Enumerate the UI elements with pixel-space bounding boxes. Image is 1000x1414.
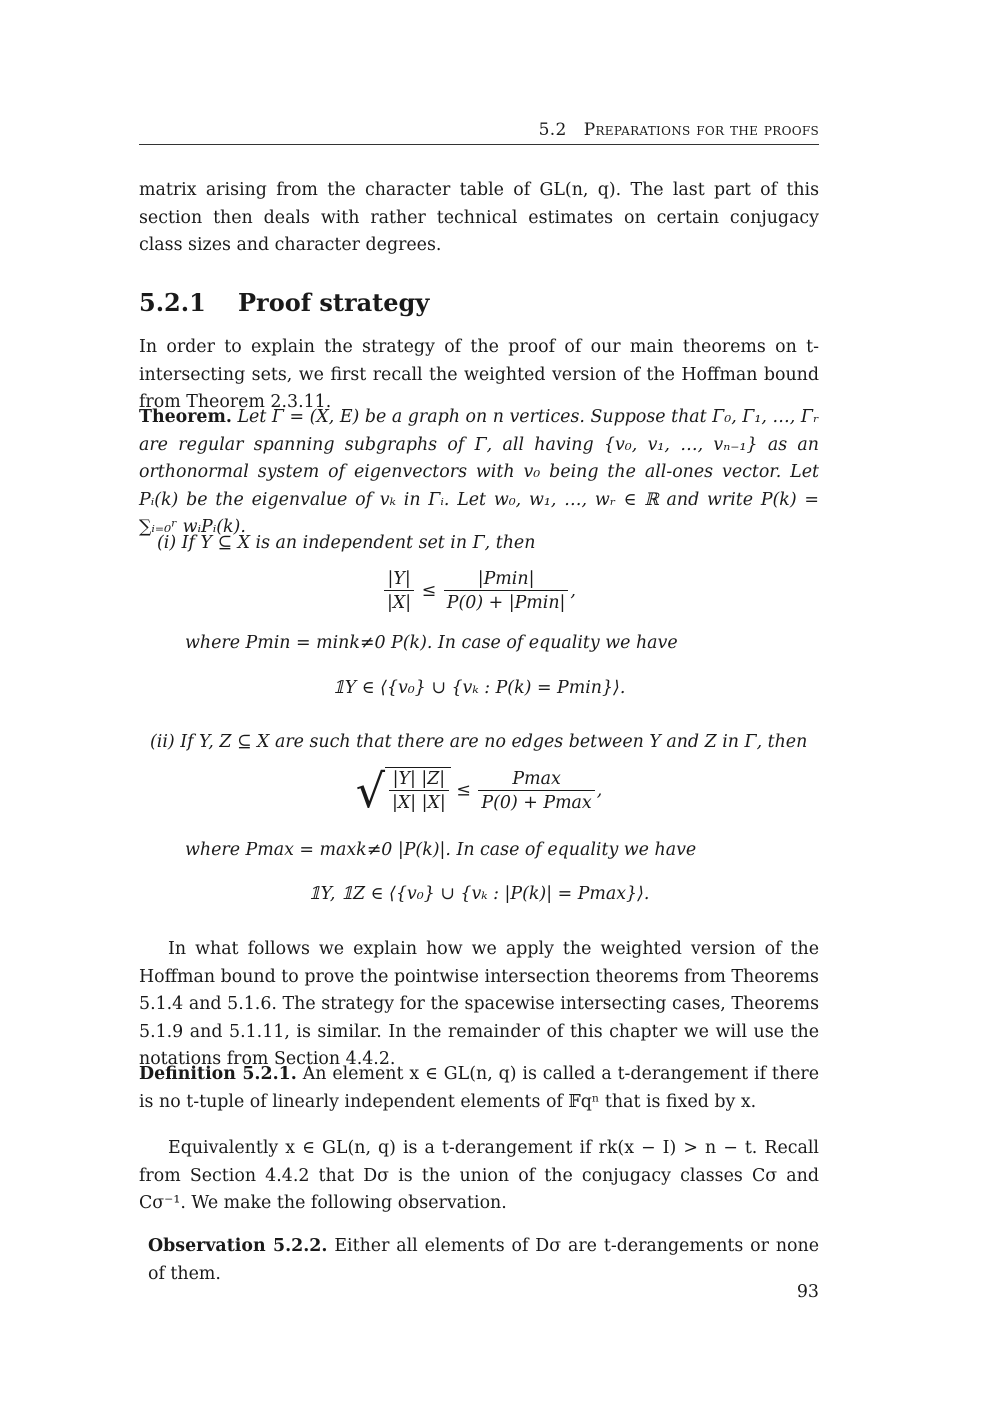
- theorem-label: Theorem.: [139, 407, 232, 427]
- equation-hoffman-bound: [139, 568, 819, 615]
- fraction-denominator: |X|: [387, 593, 412, 613]
- definition-label: Definition 5.2.1.: [139, 1064, 297, 1084]
- fraction-numerator: |Y| |Z|: [389, 768, 449, 791]
- theorem-item-2: (ii) If Y, Z ⊆ X are such that there are no edges between Y and Z in Γ, then: [150, 732, 808, 752]
- equation-hoffman-bound-2: [139, 766, 819, 816]
- fraction-numerator: |Y|: [384, 568, 414, 591]
- header-section-title: Preparations for the proofs: [583, 120, 819, 140]
- observation-block: [148, 1233, 819, 1288]
- relation-symbol: ≤: [456, 780, 471, 801]
- fraction-numerator: Pmax: [478, 768, 594, 791]
- relation-symbol: ≤: [421, 581, 437, 601]
- header-section-number: 5.2: [538, 120, 567, 140]
- theorem-body: Let Γ = (X, E) be a graph on n vertices. Suppose that Γ₀, Γ₁, …, Γᵣ are regular spanning subgraphs of Γ, all having {v₀, v₁, …, vₙ₋₁} as an orthonormal system of eigenvectors with v₀ being the all-ones vector. Let Pᵢ(k) be the eigenvalue of vₖ in Γᵢ. Let w₀, w₁, …, wᵣ ∈ ℝ and write P(k) = ∑ᵢ₌₀ʳ wᵢPᵢ(k).: [139, 407, 819, 537]
- fraction-denominator: P(0) + Pmax: [481, 792, 592, 813]
- fraction-denominator: P(0) + |Pmin|: [446, 593, 566, 613]
- fraction-y-over-x: [384, 568, 414, 615]
- theorem-item-1: (i) If Y ⊆ X is an independent set in Γ, then: [157, 533, 536, 553]
- fraction-numerator: |Pmin|: [444, 568, 569, 591]
- definition-body: An element x ∈ GL(n, q) is called a t-derangement if there is no t-tuple of linearly independent elements of 𝔽qⁿ that is fixed by x.: [139, 1064, 819, 1112]
- theorem-block: [139, 404, 819, 542]
- equivalence-paragraph: Equivalently x ∈ GL(n, q) is a t-derangement if rk(x − I) > n − t. Recall from Section 4.4.2 that Dσ is the union of the conjugacy classes Cσ and Cσ⁻¹. We make the following observation.: [139, 1138, 819, 1213]
- observation-body: Either all elements of Dσ are t-derangements or none of them.: [148, 1236, 820, 1284]
- page-number: 93: [796, 1282, 819, 1302]
- observation-label: Observation 5.2.2.: [148, 1236, 328, 1256]
- subsection-heading: [139, 288, 429, 317]
- theorem-item-2-where: where Pmax = maxk≠0 |P(k)|. In case of equality we have: [185, 840, 697, 860]
- definition-block: [139, 1061, 819, 1116]
- intro-paragraph: matrix arising from the character table of GL(n, q). The last part of this section then deals with rather technical estimates on certain conjugacy class sizes and character degrees.: [139, 180, 819, 255]
- subsection-number: 5.2.1: [139, 288, 206, 317]
- subsection-title: Proof strategy: [238, 288, 430, 317]
- equation-punctuation: ,: [570, 581, 576, 601]
- strategy-paragraph: In order to explain the strategy of the proof of our main theorems on t-intersecting sets, we first recall the weighted version of the Hoffman bound from Theorem 2.3.11.: [139, 337, 819, 412]
- sqrt-content: [385, 767, 451, 815]
- fraction-pmin: [444, 568, 569, 615]
- equation-punctuation: ,: [596, 780, 603, 801]
- fraction-yz-over-xx: [389, 768, 449, 815]
- equation-equality-case-2: 𝟙Y, 𝟙Z ∈ ⟨{v₀} ∪ {vₖ : |P(k)| = Pmax}⟩.: [308, 884, 650, 904]
- running-header: [139, 120, 819, 145]
- theorem-item-1-where: where Pmin = mink≠0 P(k). In case of equality we have: [185, 633, 678, 653]
- approach-paragraph: In what follows we explain how we apply the weighted version of the Hoffman bound to prove the pointwise intersection theorems from Theorems 5.1.4 and 5.1.6. The strategy for the spacewise intersecting cases, Theorems 5.1.9 and 5.1.11, is similar. In the remainder of this chapter we will use the notations from Section 4.4.2.: [139, 939, 819, 1069]
- fraction-denominator: |X| |X|: [392, 793, 446, 813]
- sqrt-symbol: √: [355, 764, 386, 818]
- equation-equality-case-1: 𝟙Y ∈ ⟨{v₀} ∪ {vₖ : P(k) = Pmin}⟩.: [332, 678, 626, 698]
- fraction-pmax: [478, 768, 594, 815]
